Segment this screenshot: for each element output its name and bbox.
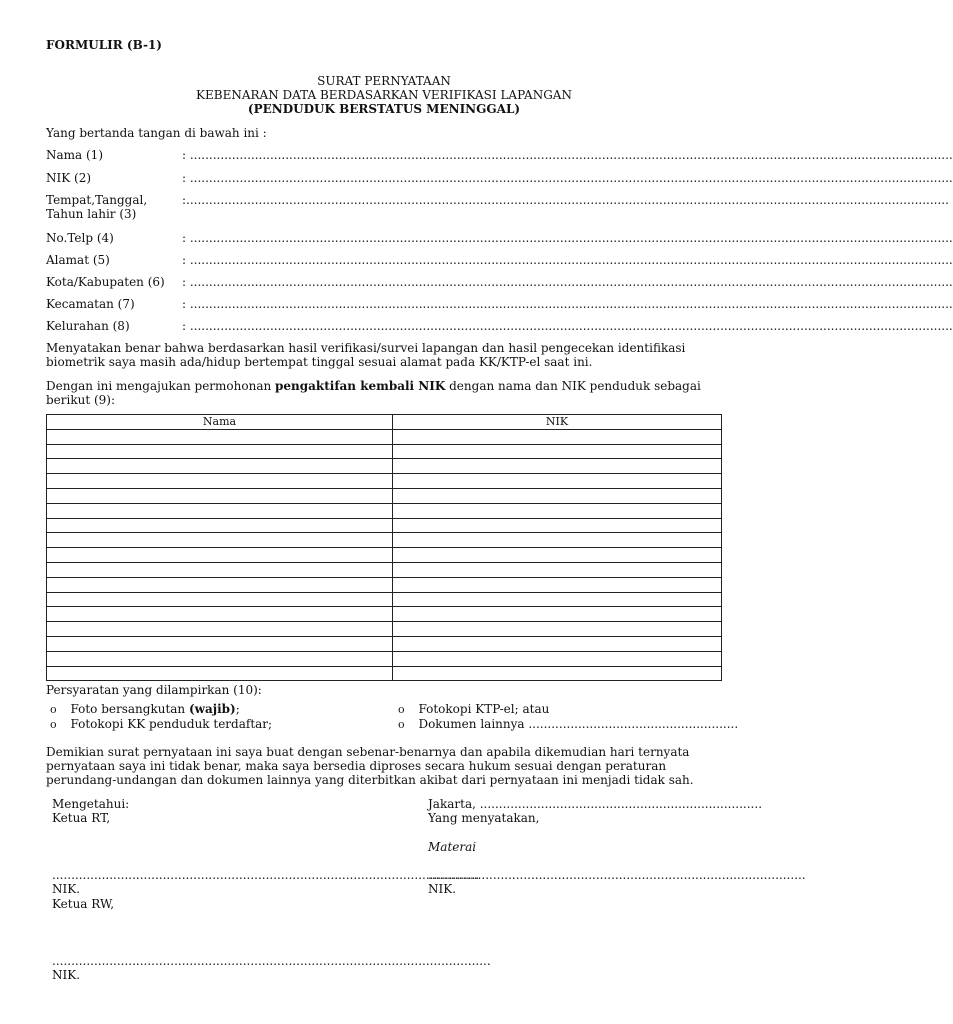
table-row [47,592,722,607]
requirement-text: Fotokopi KK penduduk terdaftar; [70,717,273,731]
request-bold: pengaktifan kembali NIK [275,379,446,393]
requirement-bold: (wajib) [188,702,236,716]
request-post: dengan nama dan NIK penduduk sebagai [445,379,701,393]
table-row [47,666,722,681]
field-value-ttl[interactable]: :........................................................................................................................................................................................................ [182,193,949,207]
table-cell-nama[interactable] [47,622,393,637]
table-row [47,488,722,503]
table-cell-nik[interactable] [393,518,722,533]
field-value-kecamatan[interactable]: : ........................................................................................................................................................................................................ [182,297,953,311]
table-cell-nama[interactable] [47,459,393,474]
table-cell-nama[interactable] [47,651,393,666]
rw-signature-line[interactable]: ................................................................................................................... [52,954,491,968]
field-label-telp: No.Telp (4) [46,231,114,245]
rt-signature-line[interactable]: ................................................................................................................ [52,868,480,882]
table-row [47,429,722,444]
table-header-nik: NIK [393,415,722,430]
field-label-kota: Kota/Kabupaten (6) [46,275,165,289]
requirement-text: Fotokopi KTP-el; atau [418,702,550,716]
table-row [47,577,722,592]
table-row [47,636,722,651]
table-row [47,474,722,489]
table-header-nama: Nama [47,415,393,430]
field-value-telp[interactable]: : ........................................................................................................................................................................................................ [182,231,953,245]
table-row [47,459,722,474]
mengetahui-label: Mengetahui: [52,797,130,811]
requirement-item[interactable] [50,717,272,732]
field-label-nik: NIK (2) [46,171,92,185]
table-cell-nik[interactable] [393,622,722,637]
table-header-row [47,415,722,430]
table-row [47,503,722,518]
requirement-item[interactable] [398,717,738,732]
table-body [47,429,722,681]
table-cell-nik[interactable] [393,592,722,607]
table-cell-nik[interactable] [393,607,722,622]
requirements-title: Persyaratan yang dilampirkan (10): [46,683,262,697]
bullet-icon: o [50,718,57,731]
table-row [47,562,722,577]
declarant-signature-line[interactable]: ................................................................................................... [428,868,806,882]
request-pre: Dengan ini mengajukan permohonan [46,379,276,393]
table-cell-nama[interactable] [47,592,393,607]
table-cell-nik[interactable] [393,459,722,474]
request-line-1 [46,379,701,393]
closing-line-2: pernyataan saya ini tidak benar, maka saya bersedia diproses secara hukum sesuai dengan peraturan [46,759,667,773]
table-cell-nama[interactable] [47,518,393,533]
table-cell-nik[interactable] [393,548,722,563]
form-code: FORMULIR (B-1) [46,38,162,52]
bullet-icon: o [398,718,405,731]
table-cell-nama[interactable] [47,548,393,563]
rw-nik-label: NIK. [52,968,81,982]
table-cell-nik[interactable] [393,577,722,592]
table-row [47,548,722,563]
table-row [47,651,722,666]
table-cell-nama[interactable] [47,474,393,489]
field-label-kecamatan: Kecamatan (7) [46,297,135,311]
closing-line-1: Demikian surat pernyataan ini saya buat dengan sebenar-benarnya dan apabila dikemudian hari ternyata [46,745,690,759]
table-cell-nik[interactable] [393,474,722,489]
bullet-icon: o [50,703,57,716]
table-cell-nama[interactable] [47,444,393,459]
table-cell-nama[interactable] [47,607,393,622]
table-cell-nik[interactable] [393,651,722,666]
closing-line-3: perundang-undangan dan dokumen lainnya yang diterbitkan akibat dari pernyataan ini menjadi tidak sah. [46,773,694,787]
table-cell-nama[interactable] [47,429,393,444]
heading-line-2: KEBENARAN DATA BERDASARKAN VERIFIKASI LAPANGAN [196,88,572,102]
field-label-alamat: Alamat (5) [46,253,110,267]
field-value-alamat[interactable]: : ........................................................................................................................................................................................................ [182,253,953,267]
table-cell-nik[interactable] [393,488,722,503]
table-cell-nama[interactable] [47,533,393,548]
table-cell-nik[interactable] [393,503,722,518]
applicant-table [46,414,722,681]
field-value-kota[interactable]: : ........................................................................................................................................................................................................ [182,275,953,289]
table-row [47,622,722,637]
field-label-ttl-2: Tahun lahir (3) [46,207,137,221]
field-value-kelurahan[interactable]: : ........................................................................................................................................................................................................ [182,319,953,333]
table-row [47,444,722,459]
table-row [47,533,722,548]
requirement-item[interactable] [398,702,549,717]
requirement-item[interactable] [50,702,240,717]
table-cell-nama[interactable] [47,562,393,577]
table-cell-nik[interactable] [393,666,722,681]
ketua-rw-label: Ketua RW, [52,897,115,911]
heading-line-1: SURAT PERNYATAAN [317,74,451,88]
field-label-nama: Nama (1) [46,148,103,162]
table-row [47,518,722,533]
table-cell-nama[interactable] [47,666,393,681]
table-row [47,607,722,622]
table-cell-nama[interactable] [47,503,393,518]
table-cell-nama[interactable] [47,488,393,503]
table-cell-nik[interactable] [393,429,722,444]
field-value-nik[interactable]: : ........................................................................................................................................................................................................ [182,171,953,185]
ketua-rt-label: Ketua RT, [52,811,111,825]
heading-line-3: (PENDUDUK BERSTATUS MENINGGAL) [247,102,521,116]
materai-label: Materai [428,840,477,854]
declarant-label: Yang menyatakan, [428,811,540,825]
table-cell-nik[interactable] [393,636,722,651]
field-label-ttl: Tempat,Tanggal, [46,193,148,207]
field-label-kelurahan: Kelurahan (8) [46,319,130,333]
table-cell-nik[interactable] [393,444,722,459]
requirement-text: Dokumen lainnya ....................................................... [418,717,739,731]
bullet-icon: o [398,703,405,716]
statement-line-2: biometrik saya masih ada/hidup bertempat tinggal sesuai alamat pada KK/KTP-el saat ini. [46,355,593,369]
rt-nik-label: NIK. [52,882,81,896]
table-cell-nama[interactable] [47,636,393,651]
intro-text: Yang bertanda tangan di bawah ini : [46,126,267,140]
table-cell-nik[interactable] [393,533,722,548]
requirement-pre: Foto bersangkutan [70,702,189,716]
statement-line-1: Menyatakan benar bahwa berdasarkan hasil verifikasi/survei lapangan dan hasil pengecekan identifikasi [46,341,686,355]
table-cell-nik[interactable] [393,562,722,577]
declarant-nik-label: NIK. [428,882,457,896]
request-line-2: berikut (9): [46,393,116,407]
place-date[interactable]: Jakarta, .......................................................................... [428,797,763,811]
requirement-post: ; [235,702,240,716]
field-value-nama[interactable]: : ........................................................................................................................................................................................................ [182,148,953,162]
table-cell-nama[interactable] [47,577,393,592]
